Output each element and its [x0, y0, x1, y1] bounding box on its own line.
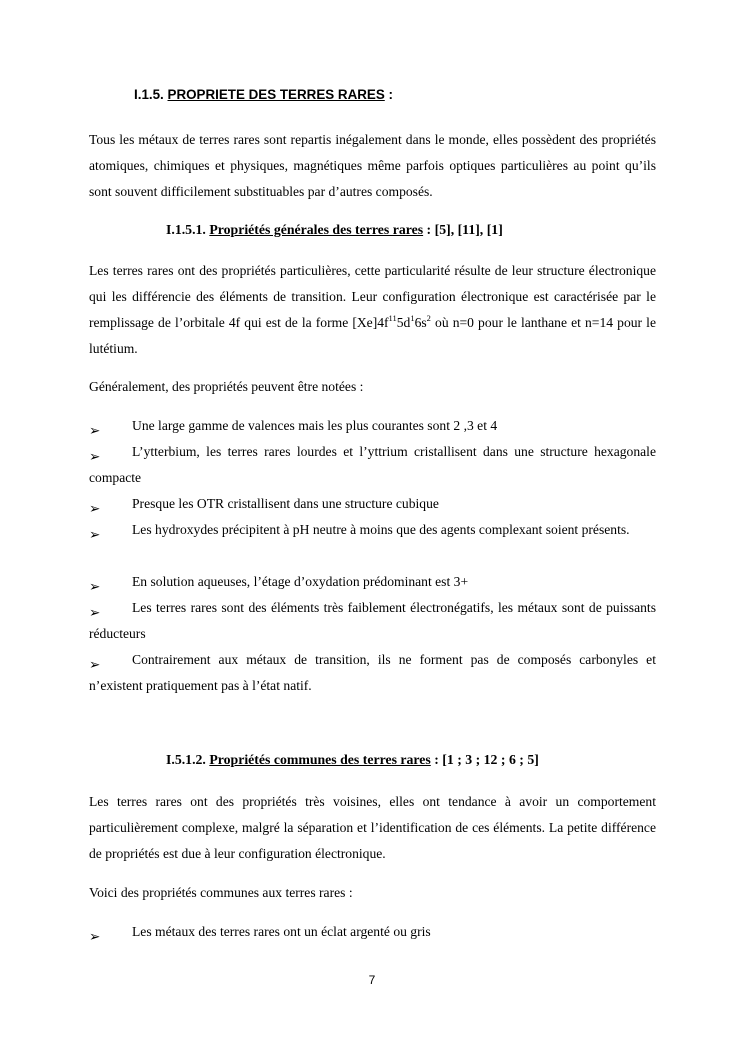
- arrow-bullet-icon: ➢: [89, 501, 101, 516]
- list-item: [89, 569, 656, 595]
- page-number: 7: [368, 973, 376, 987]
- general-paragraph-part3: 6s: [414, 315, 427, 330]
- section-refs: : [5], [11], [1]: [423, 222, 503, 237]
- section-refs: : [1 ; 3 ; 12 ; 6 ; 5]: [430, 752, 539, 767]
- section-number: I.1.5.1.: [166, 222, 206, 237]
- general-intro: Généralement, des propriétés peuvent être notées :: [89, 379, 364, 394]
- superscript-11: 11: [388, 313, 397, 323]
- arrow-bullet-icon: ➢: [89, 423, 101, 438]
- section-heading-1-5-1-2: [166, 752, 539, 768]
- general-paragraph-part1: Les terres rares ont des propriétés particulières, cette particularité résulte de leur structure électronique qui les différencie des éléments de transition. Leur configuration électronique est caractérisée par le remplissage de l’orbitale 4f qui est de la forme [Xe]4f: [89, 263, 656, 330]
- list-item: [89, 491, 656, 517]
- section-title: Propriétés générales des terres rares: [209, 222, 424, 237]
- arrow-bullet-icon: ➢: [89, 527, 101, 542]
- list-item: [89, 517, 656, 543]
- list-item-text: Les métaux des terres rares ont un éclat argenté ou gris: [132, 924, 431, 939]
- section-number: I.1.5.: [134, 87, 164, 102]
- section-number: I.5.1.2.: [166, 752, 206, 767]
- general-paragraph: [89, 258, 656, 362]
- arrow-bullet-icon: ➢: [89, 449, 101, 464]
- arrow-bullet-icon: ➢: [89, 605, 101, 620]
- section-title: Propriétés communes des terres rares: [209, 752, 431, 767]
- arrow-bullet-icon: ➢: [89, 929, 101, 944]
- section-suffix: :: [384, 87, 393, 102]
- list-item: [89, 919, 656, 945]
- list-item-text: L’ytterbium, les terres rares lourdes et l’yttrium cristallisent dans une structure hexagonale compacte: [89, 444, 656, 485]
- list-item-text: Presque les OTR cristallisent dans une structure cubique: [132, 496, 439, 511]
- general-paragraph-part2: 5d: [396, 315, 411, 330]
- common-intro: Voici des propriétés communes aux terres rares :: [89, 885, 353, 900]
- section-heading-1-1-5: [134, 87, 393, 102]
- list-item-text: Une large gamme de valences mais les plus courantes sont 2 ,3 et 4: [132, 418, 498, 433]
- section-heading-1-1-5-1: [166, 222, 503, 238]
- list-item: [89, 647, 656, 699]
- intro-paragraph: Tous les métaux de terres rares sont repartis inégalement dans le monde, elles possèdent des propriétés atomiques, chimiques et physiques, magnétiques même parfois optiques particulières au point qu’ils sont souvent difficilement substituables par d’autres composés.: [89, 132, 656, 199]
- arrow-bullet-icon: ➢: [89, 579, 101, 594]
- list-item: [89, 413, 656, 439]
- arrow-bullet-icon: ➢: [89, 657, 101, 672]
- superscript-2: 2: [426, 313, 431, 323]
- list-item: [89, 595, 656, 647]
- section-title: PROPRIETE DES TERRES RARES: [167, 87, 385, 102]
- superscript-1: 1: [410, 313, 415, 323]
- list-item: [89, 439, 656, 491]
- list-item-text: Contrairement aux métaux de transition, ils ne forment pas de composés carbonyles et n’existent pratiquement pas à l’état natif.: [89, 652, 656, 693]
- list-item-text: En solution aqueuses, l’étage d’oxydation prédominant est 3+: [132, 574, 469, 589]
- list-item-text: Les terres rares sont des éléments très faiblement électronégatifs, les métaux sont de puissants réducteurs: [89, 600, 656, 641]
- common-paragraph: Les terres rares ont des propriétés très voisines, elles ont tendance à avoir un comportement particulièrement complexe, malgré la séparation et l’identification de ces éléments. La petite différence de propriétés est due à leur configuration électronique.: [89, 794, 656, 861]
- general-paragraph-part4: où n=0 pour le lanthane et n=14 pour le lutétium.: [89, 315, 656, 356]
- list-item-text: Les hydroxydes précipitent à pH neutre à moins que des agents complexant soient présents.: [132, 522, 630, 537]
